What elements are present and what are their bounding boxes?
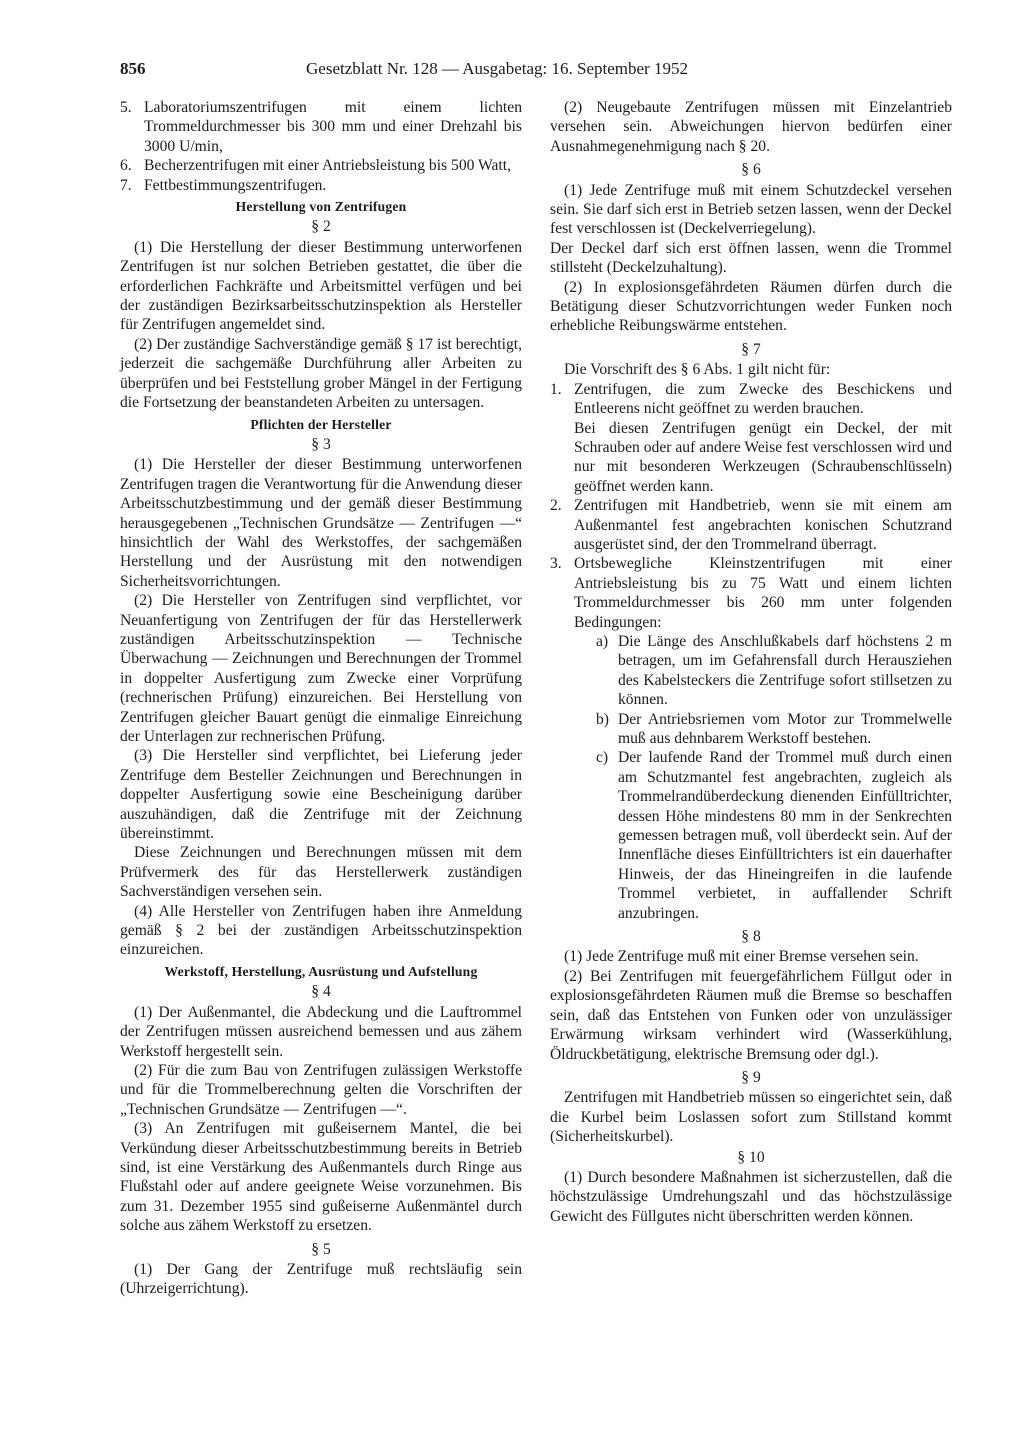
list-number: 5. [120,99,132,116]
section-8: § 8 [741,928,761,946]
sub-list-letter: a) [596,632,609,650]
paragraph: (2) Der zuständige Sachverständige gemäß § 17 ist berechtigt, jederzeit die sachgemäße Durchführung aller Arbeiten zu überprüfen und bei Feststellung grober Mängel in der Fertigung die Fortsetzung der beanstandeten Arbeiten zu untersagen. [120,335,522,412]
paragraph: Zentrifugen mit Handbetrieb müssen so eingerichtet sein, daß die Kurbel beim Loslassen sofort zum Stillstand kommt (Sicherheitskurbel). [550,1089,952,1146]
list-text: Bei diesen Zentrifugen genügt ein Deckel, der mit Schrauben oder auf andere Weise fest verschlossen wird und nur mit besonderen Werkzeugen (Schraubenschlüsseln) geöffnet werden kann. [574,419,952,495]
list-item [120,98,522,156]
list-text: Ortsbewegliche Kleinstzentrifugen mit einer Antriebsleistung bis zu 75 Watt und einem lichten Trommeldurchmesser bis 260 mm unter folgenden Bedingungen: [574,555,952,631]
sub-list-letter: c) [596,749,609,767]
list-item [550,554,952,632]
heading-pflichten: Pflichten der Hersteller [250,416,392,432]
section-9: § 9 [741,1068,761,1086]
paragraph: (1) Der Außenmantel, die Abdeckung und die Lauftrommel der Zentrifugen müssen ausreichend bemessen und aus zähem Werkstoff hergestellt sein. [120,1003,522,1060]
section-10: § 10 [737,1148,765,1166]
list-text: Zentrifugen, die zum Zwecke des Beschickens und Entleerens nicht geöffnet zu werden brauchen. [574,380,952,418]
right-column [550,98,952,1226]
paragraph: (4) Alle Hersteller von Zentrifugen haben ihre Anmeldung gemäß § 2 bei der zuständigen Arbeitsschutzinspektion einzureichen. [120,902,522,959]
page-number: 856 [120,59,146,78]
sub-list-text: Die Länge des Anschlußkabels darf höchstens 2 m betragen, um im Gefahrensfall durch Herausziehen des Kabelsteckers die Zentrifuge sofort stillsetzen zu können. [618,632,952,709]
paragraph: (2) Neugebaute Zentrifugen müssen mit Einzelantrieb versehen sein. Abweichungen hiervon bedürfen einer Ausnahmegenehmigung nach § 20. [550,99,952,155]
list-number: 1. [550,380,562,398]
sub-list-item [596,748,952,923]
sub-list-item [596,632,952,710]
list-item [550,380,952,419]
paragraph: (1) Die Herstellung der dieser Bestimmung unterworfenen Zentrifugen ist nur solchen Betrieben gestattet, die über die erforderlichen Fachkräfte und Arbeitsmittel verfügen und bei der zuständigen Bezirksarbeitsschutzinspektion als Hersteller für Zentrifugen angemeldet sind. [120,238,522,334]
sub-list-text: Der laufende Rand der Trommel muß durch einen am Schutzmantel fest angebrachten, zugleich als Trommelrandüberdeckung dienenden Einfülltrichter, dessen Höhe mindestens 80 mm in der Senkrechten gemessen betragen muß, voll überdeckt sein. Auf der Innenfläche dieses Einfülltrichters ist ein dauerhafter Hinweis, der das Hineingreifen in die laufende Trommel verbietet, in auffallender Schrift anzubringen. [618,749,952,922]
sub-list-text: Der Antriebsriemen vom Motor zur Trommelwelle muß aus dehnbarem Werkstoff bestehen. [618,710,952,747]
list-number: 3. [550,555,562,573]
list-item [550,496,952,554]
list-item [120,176,522,195]
paragraph: (2) In explosionsgefährdeten Räumen dürfen durch die Betätigung dieser Schutzvorrichtungen weder Funken noch erhebliche Reibungswärme entstehen. [550,278,952,335]
list-text: Fettbestimmungszentrifugen. [144,176,327,194]
list-number: 7. [120,176,132,194]
paragraph: (1) Durch besondere Maßnahmen ist sicherzustellen, daß die höchstzulässige Umdrehungszahl und das höchstzulässige Gewicht des Füllgutes nicht überschritten werden können. [550,1168,952,1225]
section-2: § 2 [311,218,331,236]
running-title: Gesetzblatt Nr. 128 — Ausgabetag: 16. September 1952 [306,59,688,78]
list-text: Zentrifugen mit Handbetrieb, wenn sie mit einem am Außenmantel fest angebrachten konischen Schutzrand ausgerüstet sind, der den Trommelrand überragt. [574,497,952,553]
section-7: § 7 [741,340,761,358]
paragraph: Der Deckel darf sich erst öffnen lassen, wenn die Trommel stillsteht (Deckelzuhaltung). [550,239,952,277]
list-item [550,419,952,497]
paragraph: (1) Jede Zentrifuge muß mit einem Schutzdeckel versehen sein. Sie darf sich erst in Betrieb setzen lassen, wenn der Deckel fest verschlossen ist (Deckelverriegelung). [550,181,952,238]
paragraph: Die Vorschrift des § 6 Abs. 1 gilt nicht für: [564,361,831,379]
paragraph: (3) Die Hersteller sind verpflichtet, bei Lieferung jeder Zentrifuge dem Besteller Zeichnungen und Berechnungen in doppelter Ausfertigung sowie eine Bescheinigung darüber auszuhändigen, daß die Zentrifuge mit der Zeichnung übereinstimmt. [120,747,522,843]
paragraph: Diese Zeichnungen und Berechnungen müssen mit dem Prüfvermerk des für das Herstellerwerk zuständigen Sachverständigen versehen sein. [120,844,522,901]
section-4: § 4 [311,983,331,1001]
left-column [120,98,522,1299]
list-text: Laboratoriumszentrifugen mit einem lichten Trommeldurchmesser bis 300 mm und einer Drehzahl bis 3000 U/min, [144,99,522,155]
list-number: 2. [550,497,562,515]
list-item [120,156,522,175]
list-number: 6. [120,157,132,175]
heading-herstellung: Herstellung von Zentrifugen [235,199,407,215]
section-6: § 6 [741,161,761,179]
section-5: § 5 [311,1240,331,1258]
paragraph: (1) Der Gang der Zentrifuge muß rechtsläufig sein (Uhrzeigerrichtung). [120,1260,522,1298]
list-text: Becherzentrifugen mit einer Antriebsleistung bis 500 Watt, [144,157,511,175]
heading-werkstoff: Werkstoff, Herstellung, Ausrüstung und Aufstellung [164,963,478,979]
paragraph: (3) An Zentrifugen mit gußeisernem Mantel, die bei Verkündung dieser Arbeitsschutzbestimmung bereits in Betrieb sind, ist eine Verstärkung des Außenmantels durch Ringe aus Flußstahl oder auf andere geeignete Weise vorzunehmen. Bis zum 31. Dezember 1955 sind gußeiserne Außenmäntel durch solche aus zähem Werkstoff zu ersetzen. [120,1120,522,1235]
paragraph: (2) Für die zum Bau von Zentrifugen zulässigen Werkstoffe und für die Trommelberechnung gelten die Vorschriften der „Technischen Grundsätze — Zentrifugen —“. [120,1061,522,1118]
paragraph: (1) Jede Zentrifuge muß mit einer Bremse versehen sein. [564,948,919,966]
page-header [120,58,914,80]
list-number [550,419,574,497]
sub-list-item [596,710,952,749]
paragraph: (1) Die Hersteller der dieser Bestimmung unterworfenen Zentrifugen tragen die Verantwortung für die Anwendung dieser Arbeitsschutzbestimmung und der gemäß dieser Bestimmung herausgegebenen „Technischen Grundsätze — Zentrifugen —“ hinsichtlich der Wahl des Werkstoffes, der sachgemäßen Herstellung und der Ausrüstung mit den notwendigen Sicherheitsvorrichtungen. [120,456,522,590]
section-3: § 3 [311,435,331,453]
paragraph: (2) Die Hersteller von Zentrifugen sind verpflichtet, vor Neuanfertigung von Zentrifugen der für das Herstellerwerk zuständigen Arbeitsschutzinspektion — Technische Überwachung — Zeichnungen und Berechnungen der Trommel in doppelter Ausfertigung zum Zwecke einer Vorprüfung (rechnerischen Prüfung) einzureichen. Bei Herstellung von Zentrifugen gleicher Bauart genügt die einmalige Einreichung der Unterlagen zur rechnerischen Prüfung. [120,592,522,745]
paragraph: (2) Bei Zentrifugen mit feuergefährlichem Füllgut oder in explosionsgefährdeten Räumen muß die Bremse so beschaffen sein, daß das Entstehen von Funken oder von unzulässiger Erwärmung wirksam verhindert wird (Wasserkühlung, Öldruckbetätigung, elektrische Bremsung oder dgl.). [550,967,952,1063]
sub-list-letter: b) [596,710,609,728]
